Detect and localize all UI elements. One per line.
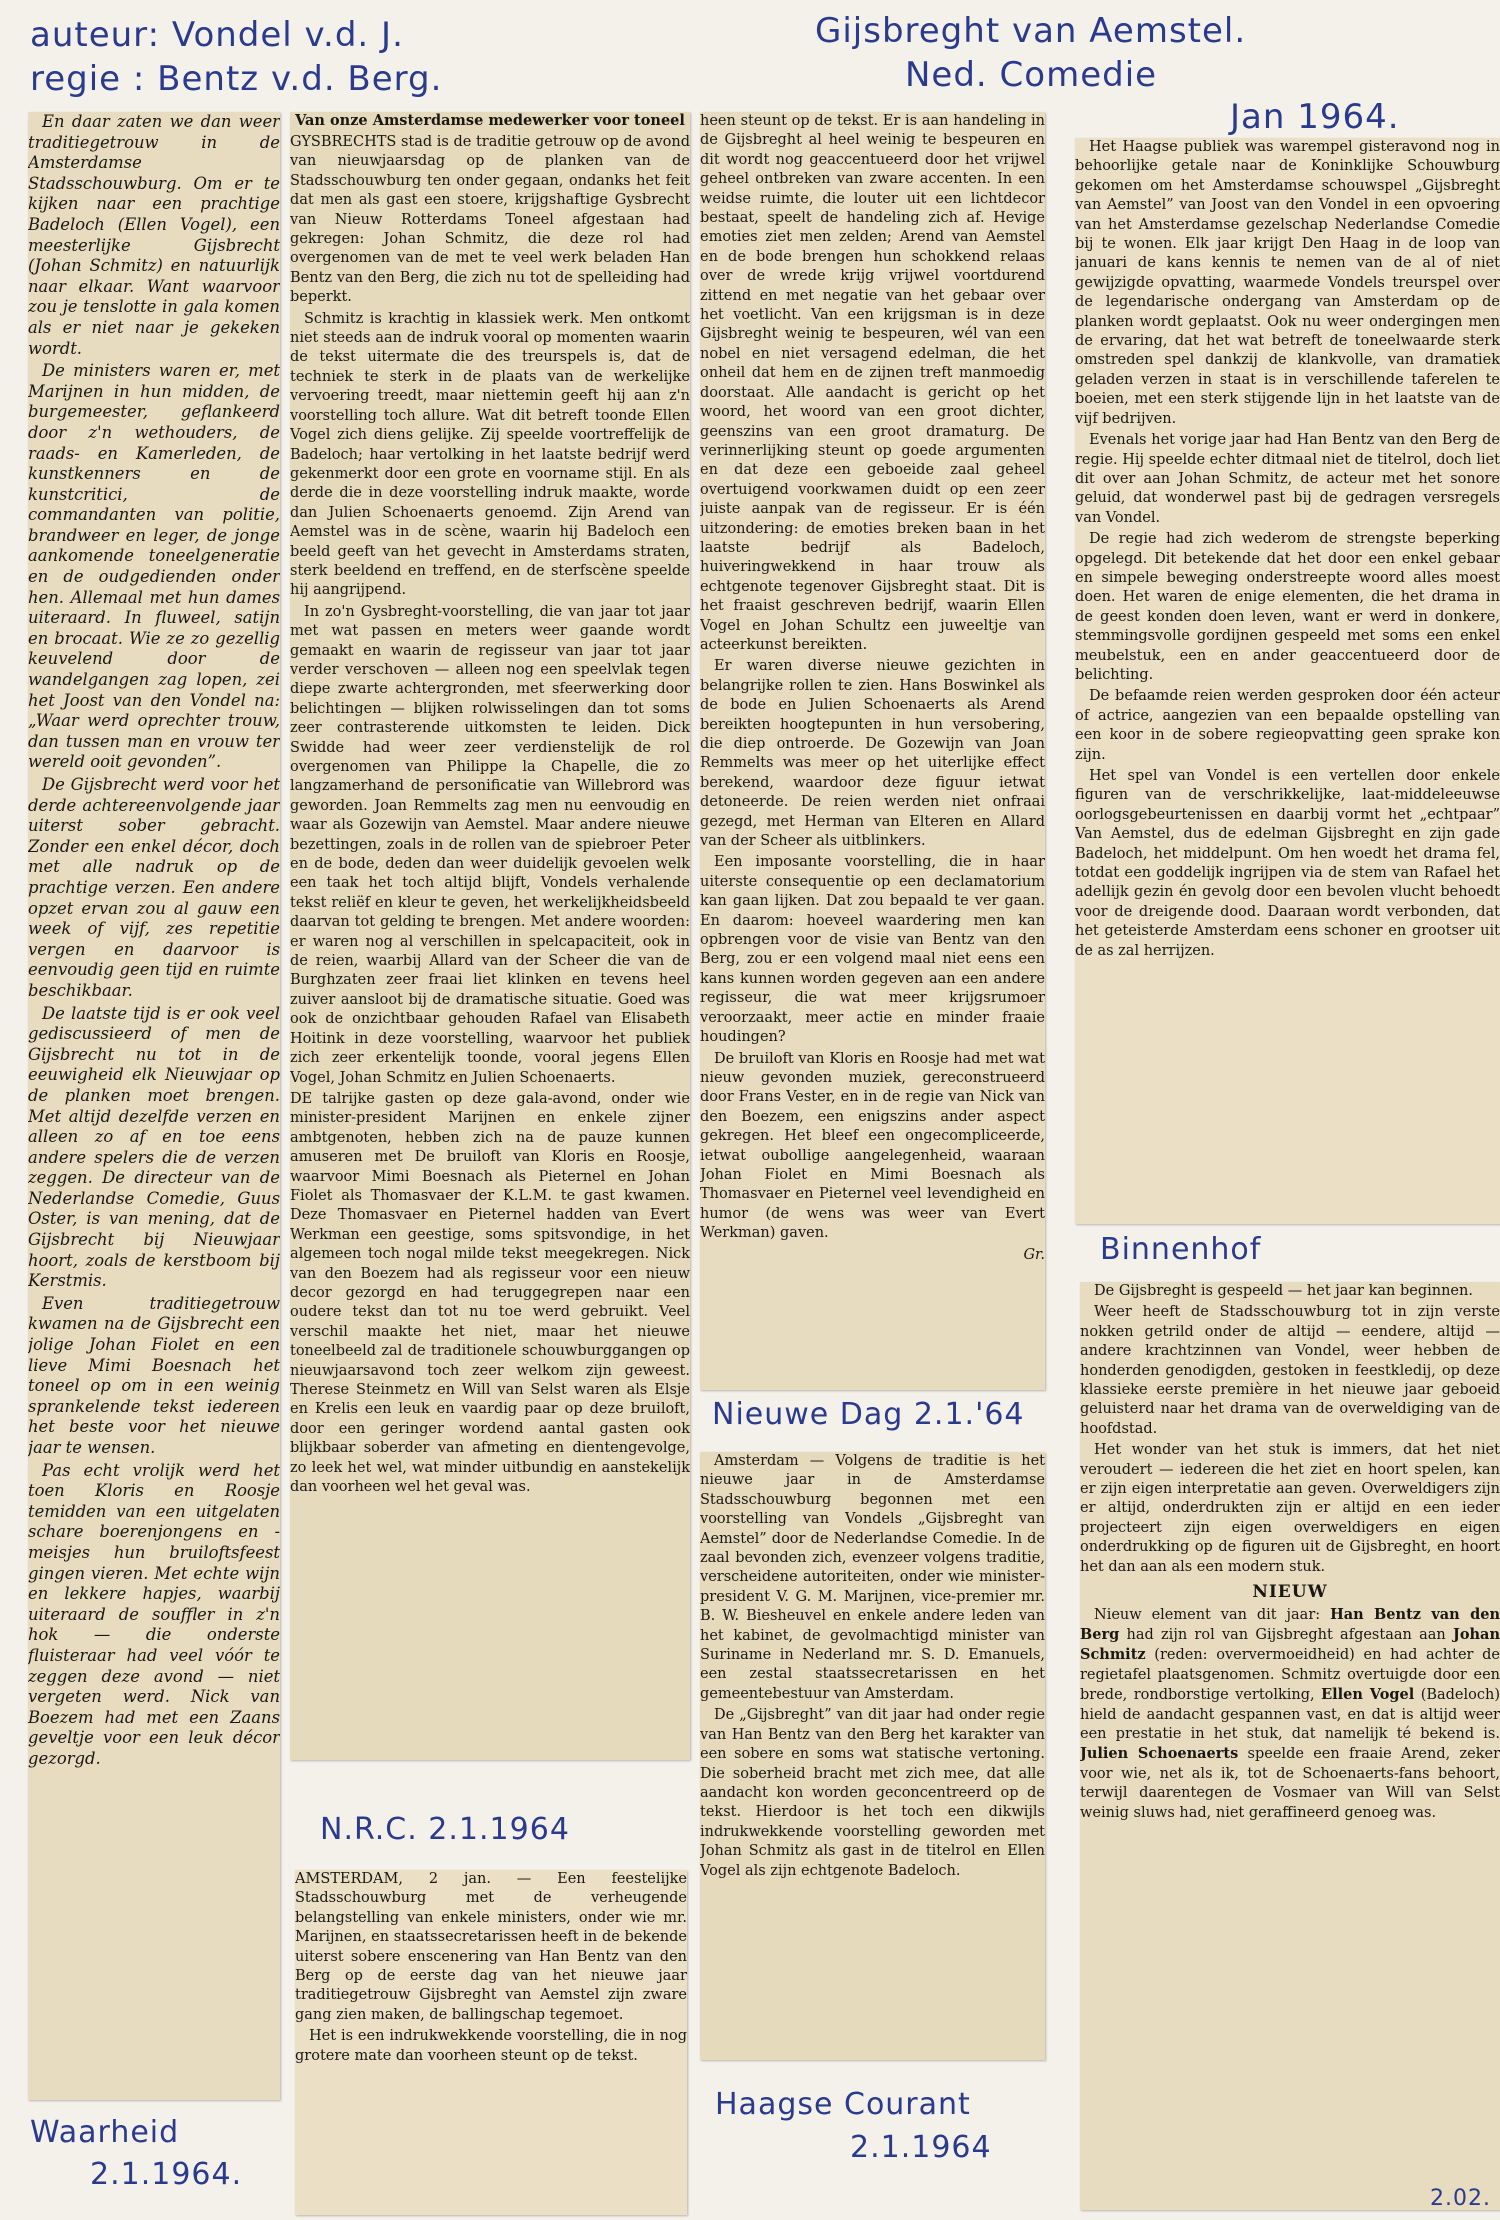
waarheid-paragraph: De laatste tijd is er ook veel gediscussieerd of men de Gijsbrecht nu tot in de eeuwigheid elk Nieuwjaar op de planken moet brengen. Met altijd dezelfde verzen en alleen zo af en toe eens andere spelers die de verzen zeggen. De directeur van de Nederlandse Comedie, Guus Oster, is van mening, dat de Gijsbrecht bij Nieuwjaar hoort, zoals de kerstboom bij Kerstmis. (28, 1003, 280, 1291)
text-segment: (Badeloch) hield de aandacht gespannen vast, en dat is altijd weer een prestatie in het stuk, dat namelijk té bekend is. (1080, 1687, 1500, 1742)
haagse-publiek-paragraph: De befaamde reien werden gesproken door één acteur of actrice, aangezien van een bepaalde opstelling van een koor in de sobere regieopvatting geen sprake kon zijn. (1075, 688, 1500, 763)
haagse-publiek-paragraph: Het Haagse publiek was warempel gisteravond nog in behoorlijke getale naar de Koninklijke Schouwburg gekomen om het Amsterdamse schouwspel „Gijsbreght van Aemstel” van Joost van den Vondel in een opvoering van het Amsterdamse gezelschap Nederlandse Comedie bij te wonen. Elk jaar krijgt Den Haag in de loop van januari de kans kennis te nemen van de al of niet gewijzigde opvatting, waarmede Vondels treurspel over de legendarische ondergang van Amsterdam op de planken wordt geplaatst. Ook nu weer ondergingen men de ervaring, dat het wat betreft de toneelwaarde sterk omstreden spel dankzij de klankvolle, van dramatiek geladen verzen in staat is in verschillende taferelen te boeien, met een sterk stijgende lijn in het laatste van de vijf bedrijven. (1075, 139, 1500, 427)
binnenhof-paragraph: Het wonder van het stuk is immers, dat het niet veroudert — iedereen die het ziet en hoort spelen, kan er zijn eigen interpretatie aan geven. Overweldigers zijn er altijd, onderdrukten zijn er altijd en een ieder projecteert zijn eigen overweldigers en eigen onderdrukking op de figuren uit de Gijsbreght, en hoort het dan aan als een modern stuk. (1080, 1442, 1500, 1575)
handwritten-date-waarheid: 2.1.1964. (90, 2157, 243, 2192)
clipping-review-continued (700, 112, 1045, 1390)
name-bold: Johan Schmitz (1080, 1625, 1500, 1664)
waarheid-paragraph: Even traditiegetrouw kwamen na de Gijsbrecht een jolige Johan Fiolet en een lieve Mimi Boesnach het toneel op om in een weinig sprankelende tekst iedereen het beste voor het nieuwe jaar te wensen. (28, 1293, 280, 1457)
clipping-haagse-publiek (1075, 138, 1500, 1224)
haagse-publiek-paragraph: Evenals het vorige jaar had Han Bentz van den Berg de regie. Hij speelde echter ditmaal niet de titelrol, doch liet dit over aan Johan Schmitz, de acteur met het sonore geluid, dat wonderwel past bij de gedragen versregels van Vondel. (1075, 432, 1500, 526)
article-paragraph: In zo'n Gysbreght-voorstelling, die van jaar tot jaar met wat passen en meters weer gaande wordt gemaakt en waarin de regisseur van jaar tot jaar verder verschoven — alleen nog een speelvlak tegen diepe zwarte achtergronden, met sfeerwerking door belichtingen — blijken rolwisselingen dan tot soms zeer contrasterende uitkomsten te leiden. Dick Swidde had weer zeer verdienstelijk de rol overgenomen van Philippe la Chapelle, die zo langzamerhand de personificatie van Willebrord was geworden. Joan Remmelts zag men nu eenvoudig en waar als Gozewijn van Aemstel. Maar andere nieuwe bezettingen, zoals in de rollen van de spiebroer Peter en de bode, deden dan weer duidelijk gevoelen welk een taak het toch altijd blijft, Vondels verhalende tekst reliëf en kleur te geven, het werkelijkheidsbeeld daarvan tot gelding te brengen. Met andere woorden: er waren nog al verschillen in spelcapaciteit, ook in de reien, waarbij Allard van der Scheer die van de Burghzaten zeer fraai liet klinken en tevens heel zuiver aansloot bij de dramatische situatie. Goed was ook de onzichtbaar gehouden Rafael van Elisabeth Hoitink in deze voorstelling, waarvoor het publiek zich zeer erkentelijk toonde, vooral jegens Ellen Vogel, Johan Schmitz en Julien Schoenaerts. (290, 603, 690, 1086)
haagse-paragraph: Amsterdam — Volgens de traditie is het nieuwe jaar in de Amsterdamse Stadsschouwburg begonnen met een voorstelling van Vondels „Gijsbreght van Aemstel” door de Nederlandse Comedie. In de zaal bevonden zich, evenzeer volgens traditie, verscheidene autoriteiten, onder wie minister-president V. G. M. Marijnen, vice-premier mr. B. W. Biesheuvel en enkele andere leden van het kabinet, de gevolmachtigd minister van Suriname in Nederland mr. S. D. Emanuels, een zestal staatssecretarissen en het gemeentebestuur van Amsterdam. (700, 1453, 1045, 1702)
text-segment: (reden: oververmoeidheid) en had achter de regietafel plaatsgenomen. Schmitz overtuigde door een brede, rondborstige vertolking, (1080, 1647, 1500, 1704)
waarheid-paragraph: En daar zaten we dan weer traditiegetrouw in de Amsterdamse Stadsschouwburg. Om er te kijken naar een prachtige Badeloch (Ellen Vogel), een meesterlijke Gijsbrecht (Johan Schmitz) en natuurlijk naar elkaar. Want waarvoor zou je tenslotte in gala komen als er niet naar je gekeken wordt. (28, 112, 280, 358)
review-paragraph: Een imposante voorstelling, die in haar uiterste consequentie op een declamatorium kan gaan lijken. Dat zou bepaald te ver gaan. En daarom: hoeveel waardering men kan opbrengen voor de visie van Bentz van den Berg, zou er een volgend maal niet eens een kans kunnen worden gegeven aan een andere regisseur, die wat meer krijgsrumoer veroorzaakt, meer actie en minder fraaie houdingen? (700, 854, 1045, 1046)
nrc-paragraph: Het is een indrukwekkende voorstelling, die in nog grotere mate dan voorheen steunt op de tekst. (295, 2028, 687, 2064)
handwritten-source-binnenhof: Binnenhof (1100, 1232, 1262, 1267)
handwritten-date-haagse: 2.1.1964 (850, 2130, 992, 2165)
review-paragraph: heen steunt op de tekst. Er is aan handeling in de Gijsbreght al heel weinig te bespeuren en dit wordt nog geaccentueerd door het vrijwel geheel ontbreken van zware accenten. In een weidse ruimte, die louter uit een lichtdecor bestaat, speelt de handeling zich af. Hevige emoties ziet men zelden; Arend van Aemstel en de bode brengen hun schokkend relaas over de wrede krijg vrijwel voortdurend zittend en met negatie van het gebaar over het voetlicht. Van een krijgsman is in deze Gijsbreght weinig te bespeuren, wél van een nobel en niet versagend edelman, die het onheil dat hem en de zijnen treft manmoedig doorstaat. Alle aandacht is gericht op het woord, het woord van een groot dichter, geenszins van een groot dramaturg. De verinnerlijking steunt op goede argumenten en dat deze een geboeide zaal geheel overtuigend voorkwamen duidt op een zeer juiste aanpak van de regisseur. Er is één uitzondering: de emoties breken baan in het laatste bedrijf als Badeloch, huiveringwekkend in haar trouw als echtgenote tegenover Gijsbreght staat. Dit is het fraaist geschreven bedrijf, waarin Ellen Vogel en Johan Schultz een juweeltje van acteerkunst bereikten. (700, 113, 1045, 653)
handwritten-page-number: 2.02. (1430, 2186, 1491, 2211)
clipping-haagse-courant (700, 1452, 1045, 2060)
clipping-binnenhof (1080, 1282, 1500, 2210)
handwritten-company: Ned. Comedie (905, 55, 1158, 95)
handwritten-source-nrc: N.R.C. 2.1.1964 (320, 1812, 570, 1847)
text-segment: had zijn rol van Gijsbreght afgestaan aan (1119, 1626, 1453, 1643)
article-paragraph: DE talrijke gasten op deze gala-avond, onder wie minister-president Marijnen en enkele zijner ambtgenoten, hebben zich na de pauze kunnen amuseren met De bruiloft van Kloris en Roosje, waarvoor Mimi Boesnach als Pieternel en Johan Fiolet als Thomasvaer der K.L.M. te gast kwamen. Deze Thomasvaer en Pieternel hadden van Evert Werkman een geestige, soms spitsvondige, in het algemeen toch nogal milde tekst meegekregen. Nick van den Boezem had als regisseur voor een nieuw decor gezorgd en had teruggegrepen naar een oudere tekst dan tot nu toe werd gebruikt. Veel verschil maakte het niet, maar het nieuwe toneelbeeld zal de traditionele schouwburggangen op nieuwjaarsavond toch zeer welkom zijn geweest. Therese Steinmetz en Will van Selst waren als Elsje en Krelis een leuk en vaardig paar op deze bruiloft, door een geringer wordend aantal gasten ook blijkbaar soberder van afmeting en dientengevolge, zo leek het wel, wat minder uitbundig en aanstekelijk dan voorheen wel het geval was. (290, 1090, 690, 1496)
article-heading: Van onze Amsterdamse medewerker voor toneel (295, 112, 685, 129)
review-paragraph: Er waren diverse nieuwe gezichten in belangrijke rollen te zien. Hans Boswinkel als de bode en Julien Schoenaerts als Arend bereikten hoogtepunten in hun versobering, die diep ontroerde. De Gozewijn van Joan Remmelts was meer op het uiterlijke effect berekend, waardoor deze figuur ietwat detoneerde. De reien werden niet onfraai gezegd, met Herman van Elteren en Allard van der Scheer als uitblinkers. (700, 658, 1045, 850)
binnenhof-paragraph: De Gijsbreght is gespeeld — het jaar kan beginnen. (1094, 1283, 1473, 1299)
name-bold: Ellen Vogel (1321, 1686, 1415, 1704)
handwritten-source-haagse: Haagse Courant (715, 2087, 971, 2122)
handwritten-title: Gijsbreght van Aemstel. (815, 11, 1247, 51)
haagse-publiek-paragraph: Het spel van Vondel is een vertellen door enkele figuren van de verschrikkelijke, laat-middeleeuwse oorlogsgebeurtenissen en daarbij vormt het „echtpaar” Van Aemstel, dus de edelman Gijsbreght en zijn gade Badeloch, het middelpunt. Om hen woedt het drama fel, totdat een goddelijk ingrijpen via de stem van Rafael het adellijk gezin én gevolg door een bevolen vlucht behoedt voor de dreigende dood. Daaraan wordt verbonden, dat het geteisterde Amsterdam eens schoner en grootser uit de as zal herrijzen. (1075, 768, 1500, 959)
waarheid-paragraph: De ministers waren er, met Marijnen in hun midden, de burgemeester, geflankeerd door z'n wethouders, de raads- en Kamerleden, de kunstkenners en de kunstcritici, de commandanten van politie, brandweer en leger, de jonge aankomende toneelgeneratie en de oudgedienden onder hen. Allemaal met hun dames uiteraard. In fluweel, satijn en brocaat. Wie ze zo gezellig keuvelend door de wandelgangen zag lopen, zei het Joost van den Vondel na: „Waar werd oprechter trouw, dan tussen man en vrouw ter wereld ooit gevonden”. (28, 361, 280, 772)
article-paragraph: Schmitz is krachtig in klassiek werk. Men ontkomt niet steeds aan de indruk vooral op momenten waarin de tekst uitermate die des treurspels is, dat de techniek te sterk in de plaats van de werkelijke vervoering treedt, maar niettemin geeft hij aan z'n voorstelling toch allure. Wat dit betreft toonde Ellen Vogel zich diens gelijke. Zij speelde voortreffelijk de Badeloch; haar vertolking in het laatste bedrijf werd gekenmerkt door een grote en voorname stijl. En als derde die in deze voorstelling indruk maakte, worde dan Julien Schoenaerts genoemd. Zijn Arend van Aemstel was in de scène, waarin hij Badeloch een beeld geeft van het gevecht in Amsterdams straten, sterk beeldend en treffend, en de sterfscène speelde hij aangrijpend. (290, 310, 690, 599)
clipping-main-review (290, 112, 690, 1760)
handwritten-source-waarheid: Waarheid (30, 2115, 180, 2150)
clipping-waarheid (28, 112, 280, 2100)
handwritten-date: Jan 1964. (1230, 97, 1400, 137)
review-signature: Gr. (1023, 1246, 1045, 1263)
name-bold: Julien Schoenaerts (1080, 1745, 1239, 1763)
clipping-nrc (295, 1870, 687, 2215)
haagse-paragraph: De „Gijsbreght” van dit jaar had onder regie van Han Bentz van den Berg het karakter van een sobere en soms wat statische vertoning. Die soberheid bracht met zich mee, dat alle aandacht kon worden geconcentreerd op de tekst. Hierdoor is het toch een dikwijls indrukwekkende voorstelling geworden met Johan Schmitz als gast in de titelrol en Ellen Vogel als zijn echtgenote Badeloch. (700, 1707, 1045, 1879)
binnenhof-paragraph-nieuw (1080, 1605, 1500, 1823)
article-paragraph: GYSBRECHTS stad is de traditie getrouw op de avond van nieuwjaarsdag op de planken van de Stadsschouwburg ten onder gegaan, ondanks het feit dat men als gast een stoere, krijgshaftige Gysbrecht van Nieuw Rotterdams Toneel afgestaan had gekregen: Johan Schmitz, die deze rol had overgenomen van de met te veel werk beladen Han Bentz van den Berg, die zich nu tot de spelleiding had beperkt. (290, 134, 690, 306)
binnenhof-paragraph: Weer heeft de Stadsschouwburg tot in zijn verste nokken getrild onder de altijd — eendere, altijd — andere krachtzinnen van Vondel, weer hebben de honderden genodigden, gestoken in feestkledij, op deze klassieke eerste première in het nieuwe jaar geboeid geluisterd naar het drama van de overweldiging van de hoofdstad. (1080, 1304, 1500, 1437)
name-bold: Han Bentz van den Berg (1080, 1605, 1500, 1643)
handwritten-director: regie : Bentz v.d. Berg. (30, 59, 443, 99)
handwritten-author: auteur: Vondel v.d. J. (30, 15, 404, 55)
handwritten-source-nieuwe-dag: Nieuwe Dag 2.1.'64 (712, 1397, 1025, 1432)
text-segment: Nieuw element van dit jaar: (1094, 1606, 1331, 1623)
haagse-publiek-paragraph: De regie had zich wederom de strengste beperking opgelegd. Dit betekende dat het door een enkel gebaar en simpele beweging onderstreepte woord alles moest doen. Het waren de enige elementen, die het drama in de geest konden doen leven, want er werd in donkere, stemmingsvolle gordijnen gespeeld met soms een enkel meubelstuk, een en ander geaccentueerd door de belichting. (1075, 531, 1500, 683)
waarheid-paragraph: Pas echt vrolijk werd het toen Kloris en Roosje temidden van een uitgelaten schare boerenjongens en -meisjes hun bruiloftsfeest gingen vieren. Met echte wijn en lekkere hapjes, waarbij uiteraard de souffler in z'n hok — die onderste fluisteraar had veel vóór te zeggen deze avond — niet vergeten werd. Nick van Boezem had met een Zaans geveltje voor een leuk décor gezorgd. (28, 1460, 280, 1768)
binnenhof-subheading: NIEUW (1252, 1582, 1328, 1603)
review-paragraph: De bruiloft van Kloris en Roosje had met wat nieuw gevonden muziek, gereconstrueerd door Frans Vester, en in de regie van Nick van den Boezem, een enigszins ander aspect gekregen. Het bleef een ongecompliceerde, ietwat oubollige aangelegenheid, waaraan Johan Fiolet en Mimi Boesnach als Thomasvaer en Pieternel veel levendigheid en humor (de wens was weer van Evert Werkman) gaven. (700, 1050, 1045, 1242)
text-segment: speelde een fraaie Arend, zeker voor wie, net als ik, tot de Schoenaerts-fans behoort, terwijl daarentegen de Vosmaer van Will van Selst weinig sluws had, niet geraffineerd genoeg was. (1080, 1746, 1500, 1821)
waarheid-paragraph: De Gijsbrecht werd voor het derde achtereenvolgende jaar uiterst sober gebracht. Zonder een enkel décor, doch met alle nadruk op de prachtige verzen. Een andere opzet ervan zou al gauw een week of vijf, zes repetitie vergen en daarvoor is eenvoudig geen tijd en ruimte beschikbaar. (28, 775, 280, 1000)
nrc-paragraph: AMSTERDAM, 2 jan. — Een feestelijke Stadsschouwburg met de verheugende belangstelling van enkele ministers, onder wie mr. Marijnen, en staatssecretarissen heeft in de bekende uiterst sobere enscenering van Han Bentz van den Berg op de eerste dag van het nieuwe jaar traditiegetrouw Gijsbreght van Aemstel zijn zware gang zien maken, de ballingschap tegemoet. (295, 1871, 687, 2023)
